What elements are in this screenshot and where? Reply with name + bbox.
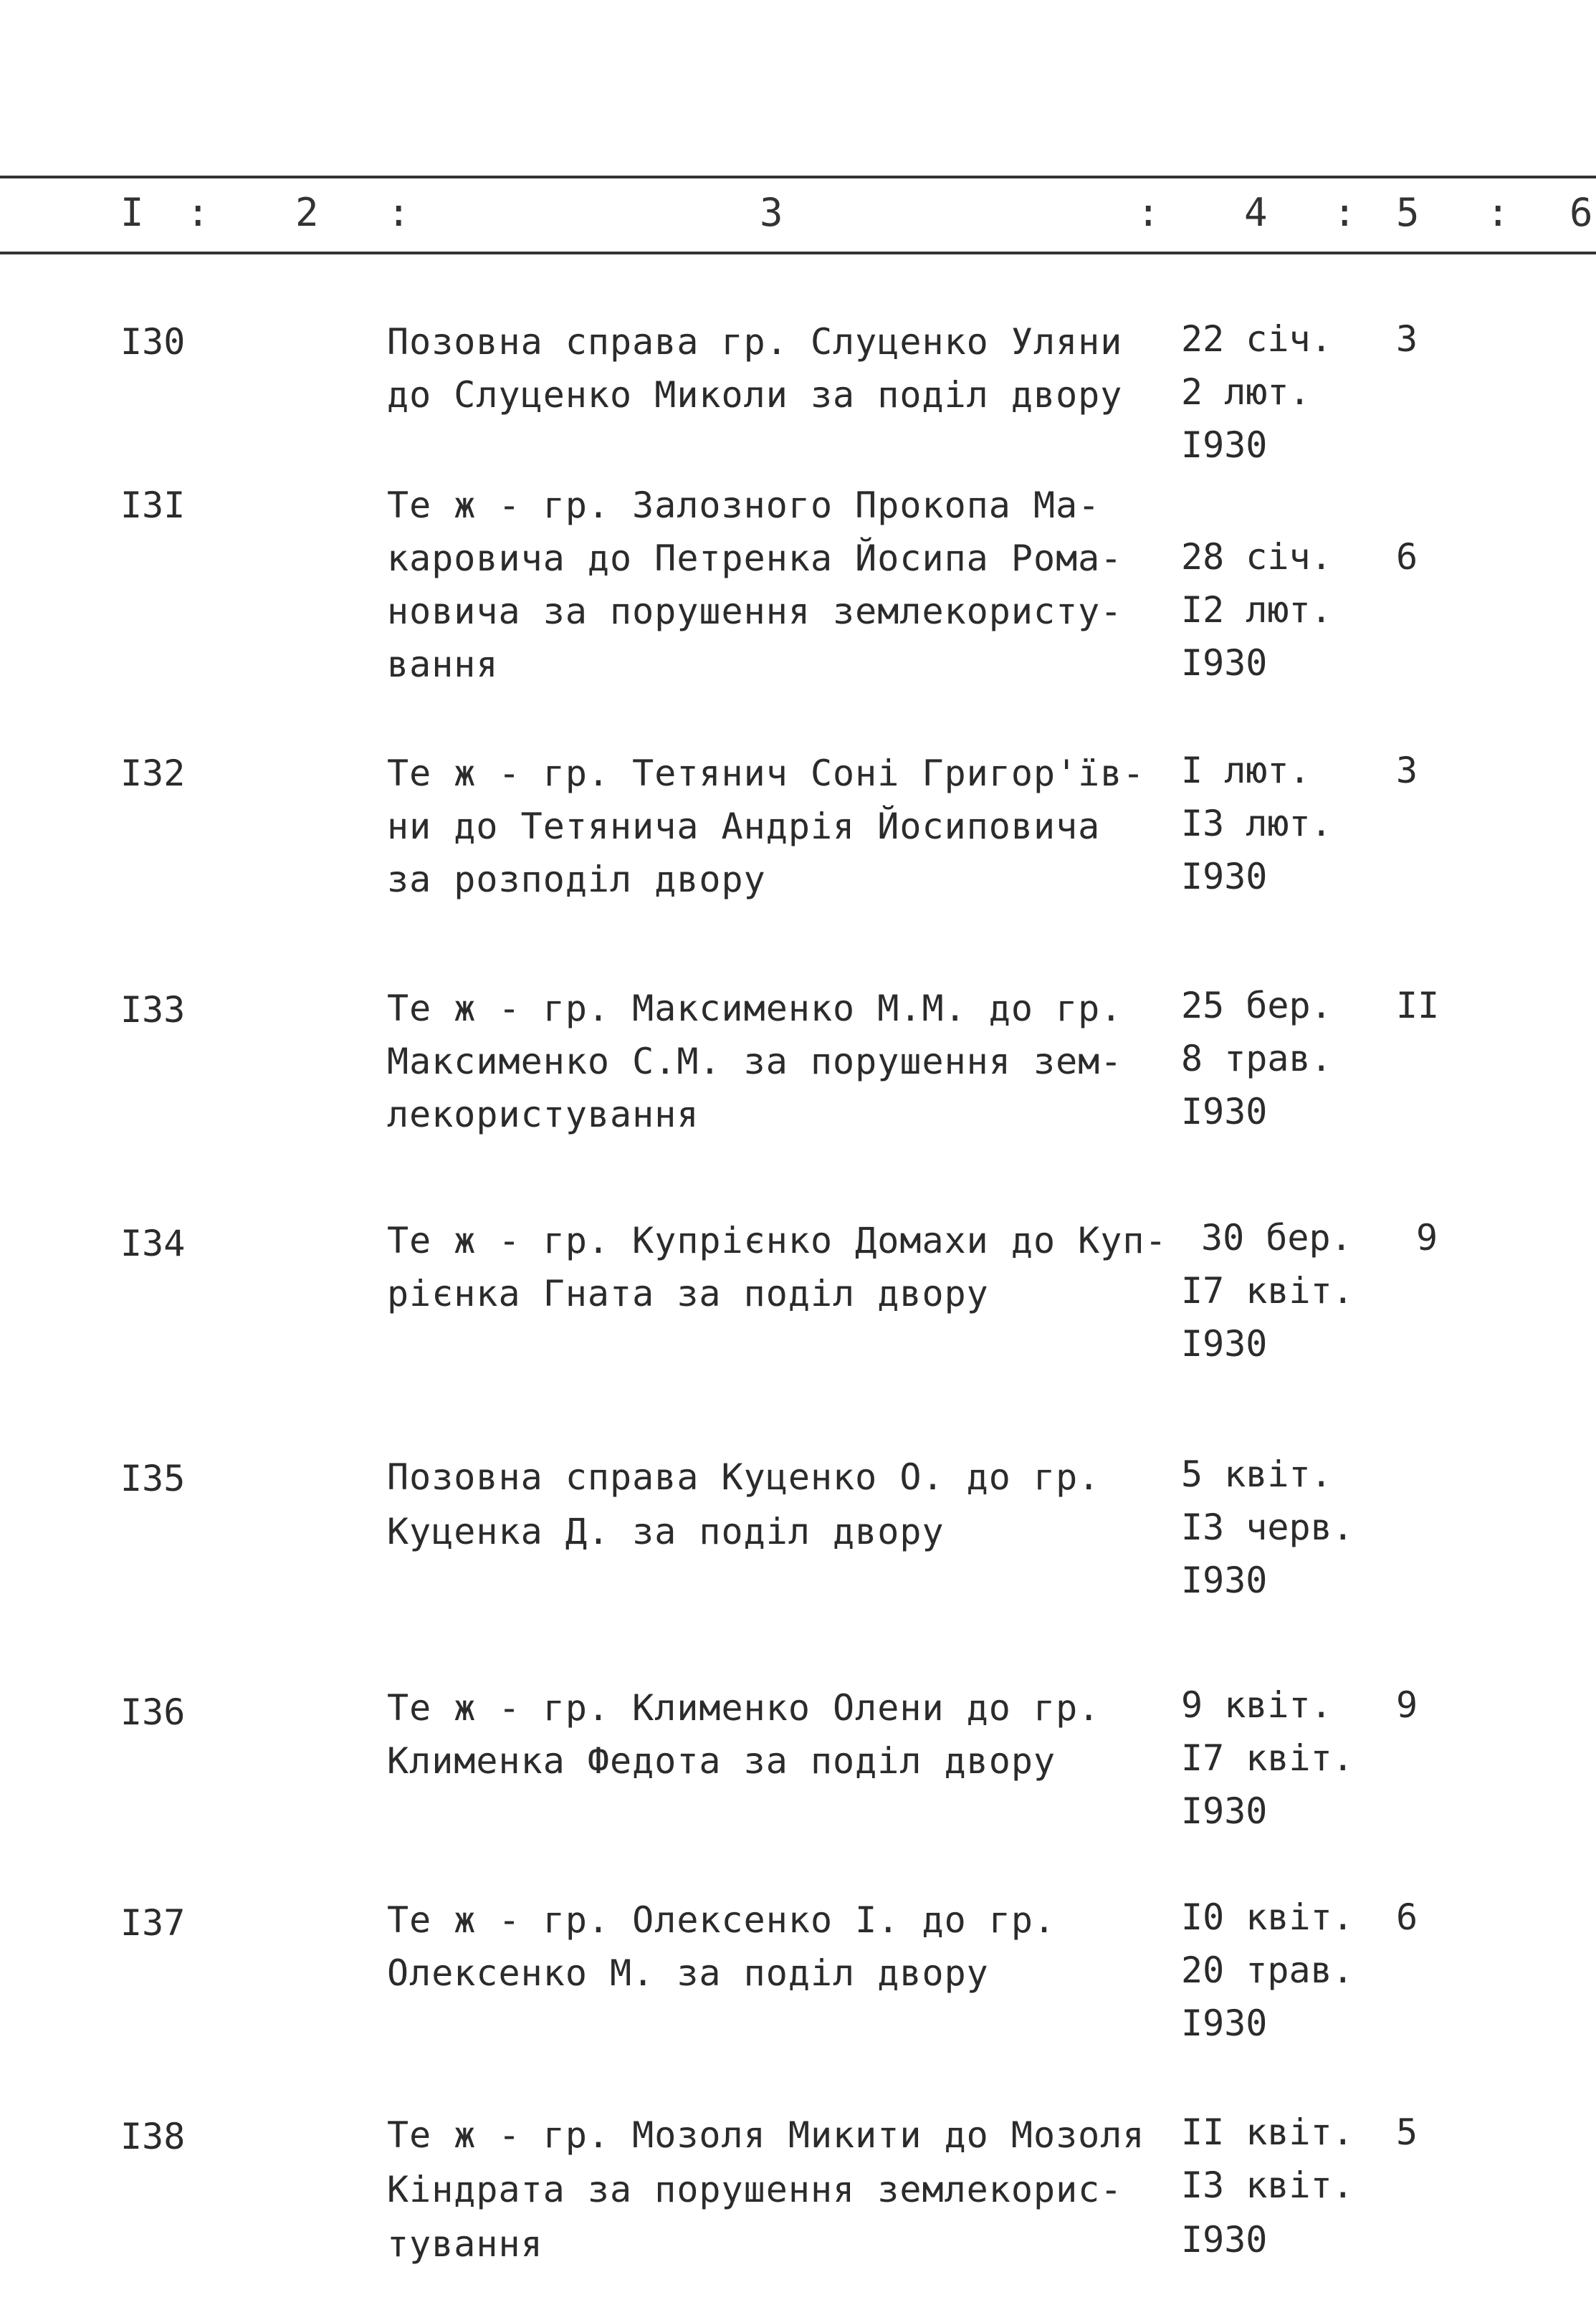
case-description-line: рієнка Гната за поділ двору — [387, 1273, 989, 1314]
case-date-line: I930 — [1181, 2219, 1268, 2261]
header-separator: : — [1137, 190, 1160, 235]
case-description-line: каровича до Петренка Йосипа Рома- — [387, 538, 1123, 579]
case-sheet-count: 6 — [1396, 536, 1418, 578]
case-description-line: новича за порушення землекористу- — [387, 591, 1123, 632]
case-number: I32 — [120, 753, 186, 794]
case-date-line: 20 трав. — [1181, 1949, 1354, 1991]
header-top-rule — [0, 176, 1596, 178]
case-description-line: до Слуценко Миколи за поділ двору — [387, 374, 1123, 416]
case-sheet-count: 3 — [1396, 318, 1418, 360]
case-date-line: I930 — [1181, 856, 1268, 897]
case-date-line: 5 квіт. — [1181, 1454, 1332, 1495]
case-date-line: 22 січ. — [1181, 318, 1332, 360]
case-date-line: I3 черв. — [1181, 1507, 1354, 1548]
case-number: I37 — [120, 1902, 186, 1944]
case-date-line: I930 — [1181, 1091, 1268, 1132]
header-separator: : — [1333, 190, 1357, 235]
header-col-1: I — [120, 190, 144, 235]
case-number: I3I — [120, 485, 186, 526]
case-date-line: I930 — [1181, 642, 1268, 684]
case-date-line: 28 січ. — [1181, 536, 1332, 578]
case-date-line: I930 — [1181, 1790, 1268, 1832]
case-number: I34 — [120, 1223, 186, 1264]
case-number: I36 — [120, 1691, 186, 1733]
case-sheet-count: 3 — [1396, 750, 1418, 791]
case-date-line: 30 бер. — [1201, 1217, 1352, 1259]
case-date-line: I930 — [1181, 424, 1268, 466]
case-description-line: Клименка Федота за поділ двору — [387, 1740, 1056, 1782]
case-date-line: I0 квіт. — [1181, 1896, 1354, 1938]
header-separator: : — [1486, 190, 1510, 235]
header-col-4: 4 — [1244, 190, 1268, 235]
case-description-line: Те ж - гр. Максименко М.М. до гр. — [387, 988, 1123, 1029]
case-description-line: за розподіл двору — [387, 859, 766, 900]
header-col-5: 5 — [1396, 190, 1420, 235]
case-date-line: 25 бер. — [1181, 985, 1332, 1026]
case-description-line: ни до Тетянича Андрія Йосиповича — [387, 806, 1101, 847]
header-col-6: 6 — [1569, 190, 1593, 235]
header-bottom-rule — [0, 252, 1596, 254]
case-description-line: Те ж - гр. Олексенко І. до гр. — [387, 1899, 1056, 1941]
case-description-line: Те ж - гр. Купрієнко Домахи до Куп- — [387, 1220, 1167, 1261]
case-description-line: Те ж - гр. Залозного Прокопа Ма- — [387, 485, 1101, 526]
case-description-line: Куценка Д. за поділ двору — [387, 1511, 945, 1552]
case-description-line: Те ж - гр. Мозоля Микити до Мозоля — [387, 2114, 1145, 2156]
case-sheet-count: 9 — [1416, 1217, 1438, 1259]
case-date-line: 9 квіт. — [1181, 1684, 1332, 1726]
case-description-line: Позовна справа гр. Слуценко Уляни — [387, 321, 1123, 363]
case-description-line: Кіндрата за порушення землекорис- — [387, 2169, 1123, 2210]
case-date-line: I3 лют. — [1181, 803, 1332, 844]
case-sheet-count: 6 — [1396, 1896, 1418, 1938]
case-description-line: Позовна справа Куценко О. до гр. — [387, 1456, 1101, 1498]
case-number: I35 — [120, 1458, 186, 1499]
case-description-line: вання — [387, 644, 499, 685]
case-date-line: I7 квіт. — [1181, 1737, 1354, 1779]
case-sheet-count: II — [1396, 985, 1440, 1026]
case-description-line: Максименко С.М. за порушення зем- — [387, 1041, 1123, 1082]
header-separator: : — [186, 190, 210, 235]
case-date-line: 8 трав. — [1181, 1038, 1332, 1079]
case-date-line: I930 — [1181, 1323, 1268, 1365]
header-separator: : — [387, 190, 411, 235]
case-sheet-count: 5 — [1396, 2111, 1418, 2153]
case-description-line: Те ж - гр. Клименко Олени до гр. — [387, 1687, 1101, 1729]
case-date-line: I лют. — [1181, 750, 1311, 791]
case-date-line: I930 — [1181, 2003, 1268, 2044]
case-description-line: Олексенко М. за поділ двору — [387, 1952, 989, 1994]
case-description-line: лекористування — [387, 1094, 699, 1135]
case-number: I33 — [120, 989, 186, 1031]
case-date-line: I7 квіт. — [1181, 1270, 1354, 1312]
case-number: I38 — [120, 2116, 186, 2157]
case-date-line: II квіт. — [1181, 2111, 1354, 2153]
header-col-3: 3 — [760, 190, 783, 235]
case-date-line: 2 лют. — [1181, 371, 1311, 413]
case-date-line: I3 квіт. — [1181, 2164, 1354, 2206]
case-description-line: Те ж - гр. Тетянич Соні Григор'їв- — [387, 753, 1145, 794]
header-col-2: 2 — [295, 190, 319, 235]
case-description-line: тування — [387, 2223, 543, 2265]
case-number: I30 — [120, 321, 186, 363]
case-date-line: I2 лют. — [1181, 589, 1332, 631]
case-sheet-count: 9 — [1396, 1684, 1418, 1726]
case-date-line: I930 — [1181, 1560, 1268, 1601]
